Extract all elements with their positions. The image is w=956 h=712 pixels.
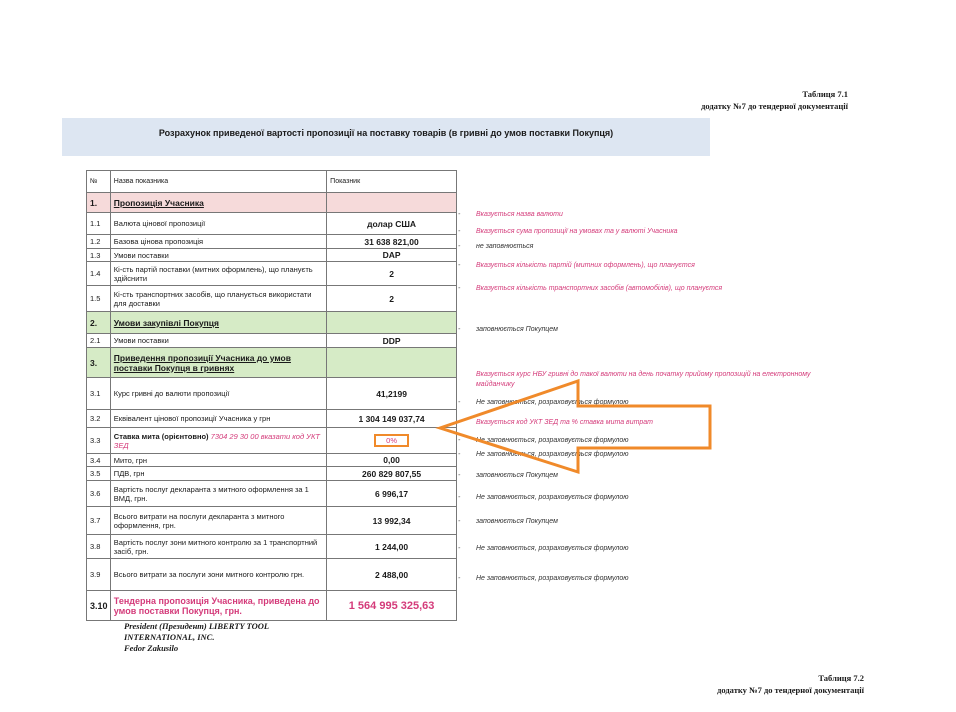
row-num: 3.5 bbox=[87, 467, 111, 481]
table-row bbox=[87, 312, 457, 334]
table-row bbox=[87, 467, 457, 481]
title-banner bbox=[62, 118, 710, 156]
signature-block bbox=[124, 621, 269, 654]
note-3-1: Вказується курс НБУ гривні до такої валюти на день початку прийому пропозицій на електронному майданчику bbox=[476, 371, 811, 388]
note-3-8: - заповнюється Покупцем bbox=[458, 518, 558, 525]
row-num: 1. bbox=[87, 193, 111, 213]
col-header-name: Назва показника bbox=[110, 171, 326, 193]
row-name: Всього витрати на послуги декларанта з митного оформлення, грн. bbox=[110, 507, 326, 535]
row-num: 3.4 bbox=[87, 454, 111, 467]
table-row bbox=[87, 213, 457, 235]
signature-line-2: INTERNATIONAL, INC. bbox=[124, 632, 215, 642]
table-number: Таблиця 7.1 bbox=[802, 89, 848, 99]
row-num: 3.3 bbox=[87, 428, 111, 454]
row-value: 41,2199 bbox=[327, 378, 457, 410]
note-3-7: - Не заповнюється, розраховується формулою bbox=[458, 494, 629, 501]
signature-line-1: President (Президент) LIBERTY TOOL bbox=[124, 621, 270, 631]
row-value: 1 244,00 bbox=[327, 535, 457, 559]
duty-rate-highlight: 0% bbox=[374, 434, 409, 447]
row-value: 0,00 bbox=[327, 454, 457, 467]
note-3-3: - Вказується код УКТ ЗЕД та % ставка мита витрат bbox=[458, 419, 653, 426]
arrow-annotation-icon bbox=[430, 378, 720, 478]
row-name-main: Ставка мита (орієнтовно) bbox=[113, 431, 209, 441]
row-value: DDP bbox=[327, 334, 457, 348]
table-row bbox=[87, 235, 457, 249]
row-name: Валюта цінової пропозиції bbox=[110, 213, 326, 235]
row-value: 2 bbox=[327, 262, 457, 286]
row-value: 6 996,17 bbox=[327, 481, 457, 507]
row-num: 2. bbox=[87, 312, 111, 334]
note-3-2: - Не заповнюється, розраховується формулою bbox=[458, 399, 629, 406]
row-num: 3.8 bbox=[87, 535, 111, 559]
signature-line-3: Fedor Zakusilo bbox=[124, 643, 179, 653]
row-name: Курс гривні до валюти пропозиції bbox=[110, 378, 326, 410]
note-1-4: - Вказується кількість партій (митних оформлень), що плануєтся bbox=[458, 262, 695, 269]
row-num: 2.1 bbox=[87, 334, 111, 348]
table-row-total bbox=[87, 591, 457, 621]
table-number-next: Таблиця 7.2 bbox=[818, 673, 864, 683]
table-header-bottom bbox=[717, 672, 864, 696]
row-name: Пропозиція Учасника bbox=[110, 193, 326, 213]
table-row bbox=[87, 348, 457, 378]
table-row bbox=[87, 559, 457, 591]
table-row bbox=[87, 428, 457, 454]
row-value: 2 bbox=[327, 286, 457, 312]
note-1-1: - Вказується назва валюти bbox=[458, 211, 563, 218]
row-num: 3.2 bbox=[87, 410, 111, 428]
calculation-table bbox=[86, 170, 457, 621]
row-name: Умови поставки bbox=[110, 334, 326, 348]
row-num: 3.10 bbox=[87, 591, 111, 621]
note-3-5: - Не заповнюється, розраховується формулою bbox=[458, 451, 629, 458]
appendix-ref-next: додатку №7 до тендерної документації bbox=[717, 685, 864, 695]
row-name: Умови закупівлі Покупця bbox=[110, 312, 326, 334]
row-name: Кі-сть транспортних засобів, що планується використати для доставки bbox=[110, 286, 326, 312]
table-header-top bbox=[701, 88, 848, 112]
row-value: 31 638 821,00 bbox=[327, 235, 457, 249]
row-value: 260 829 807,55 bbox=[327, 467, 457, 481]
row-value: DAP bbox=[327, 249, 457, 262]
row-name: Всього витрати за послуги зони митного контролю грн. bbox=[110, 559, 326, 591]
table-row bbox=[87, 410, 457, 428]
table-row bbox=[87, 286, 457, 312]
row-num: 3.7 bbox=[87, 507, 111, 535]
row-num: 1.5 bbox=[87, 286, 111, 312]
row-num: 3. bbox=[87, 348, 111, 378]
row-name: Вартість послуг декларанта з митного оформлення за 1 ВМД, грн. bbox=[110, 481, 326, 507]
row-num: 1.4 bbox=[87, 262, 111, 286]
table-row bbox=[87, 249, 457, 262]
row-name: Вартість послуг зони митного контролю за 1 транспортний засіб, грн. bbox=[110, 535, 326, 559]
row-value bbox=[327, 312, 457, 334]
row-name: Еквівалент цінової пропозиції Учасника у грн bbox=[110, 410, 326, 428]
row-num: 1.1 bbox=[87, 213, 111, 235]
table-row bbox=[87, 535, 457, 559]
row-name: Кі-сть партій поставки (митних оформлень), що плануєть здійснити bbox=[110, 262, 326, 286]
note-1-3: - не заповнюється bbox=[458, 243, 534, 250]
row-value: долар США bbox=[327, 213, 457, 235]
table-row bbox=[87, 378, 457, 410]
row-name: Базова цінова пропозиція bbox=[110, 235, 326, 249]
table-row bbox=[87, 262, 457, 286]
note-2-1: - заповнюється Покупцем bbox=[458, 326, 558, 333]
row-value bbox=[327, 193, 457, 213]
note-3-9: - Не заповнюється, розраховується формулою bbox=[458, 545, 629, 552]
table-row bbox=[87, 454, 457, 467]
col-header-num: № bbox=[87, 171, 111, 193]
row-name: ПДВ, грн bbox=[110, 467, 326, 481]
table-row bbox=[87, 334, 457, 348]
row-value: 1 564 995 325,63 bbox=[327, 591, 457, 621]
table-header-row bbox=[87, 171, 457, 193]
row-num: 1.3 bbox=[87, 249, 111, 262]
row-num: 3.9 bbox=[87, 559, 111, 591]
row-name: Приведення пропозиції Учасника до умов поставки Покупця в гривнях bbox=[110, 348, 326, 378]
row-num: 3.6 bbox=[87, 481, 111, 507]
note-3-10: - Не заповнюється, розраховується формулою bbox=[458, 575, 629, 582]
table-row bbox=[87, 481, 457, 507]
row-name bbox=[110, 428, 326, 454]
row-name-extra: 7304 29 30 00 вказати код УКТ ЗЕД bbox=[113, 431, 320, 450]
row-value: 13 992,34 bbox=[327, 507, 457, 535]
row-name: Тендерна пропозиція Учасника, приведена до умов поставки Покупця, грн. bbox=[110, 591, 326, 621]
col-header-value: Показник bbox=[327, 171, 457, 193]
note-1-5: - Вказується кількість транспортних засобів (автомобілів), що плануєтся bbox=[458, 285, 723, 292]
row-value bbox=[327, 348, 457, 378]
row-value: 1 304 149 037,74 bbox=[327, 410, 457, 428]
row-name: Мито, грн bbox=[110, 454, 326, 467]
row-name: Умови поставки bbox=[110, 249, 326, 262]
row-num: 1.2 bbox=[87, 235, 111, 249]
page-title: Розрахунок приведеної вартості пропозиції на поставку товарів (в гривні до умов поставки Покупця) bbox=[158, 128, 614, 138]
note-1-2: - Вказується сума пропозиції на умовах та у валюті Учасника bbox=[458, 228, 678, 235]
row-num: 3.1 bbox=[87, 378, 111, 410]
row-value: 2 488,00 bbox=[327, 559, 457, 591]
table-row bbox=[87, 193, 457, 213]
appendix-ref: додатку №7 до тендерної документації bbox=[701, 101, 848, 111]
note-3-4: - Не заповнюється, розраховується формулою bbox=[458, 437, 629, 444]
table-row bbox=[87, 507, 457, 535]
note-3-6: - заповнюється Покупцем bbox=[458, 472, 558, 479]
